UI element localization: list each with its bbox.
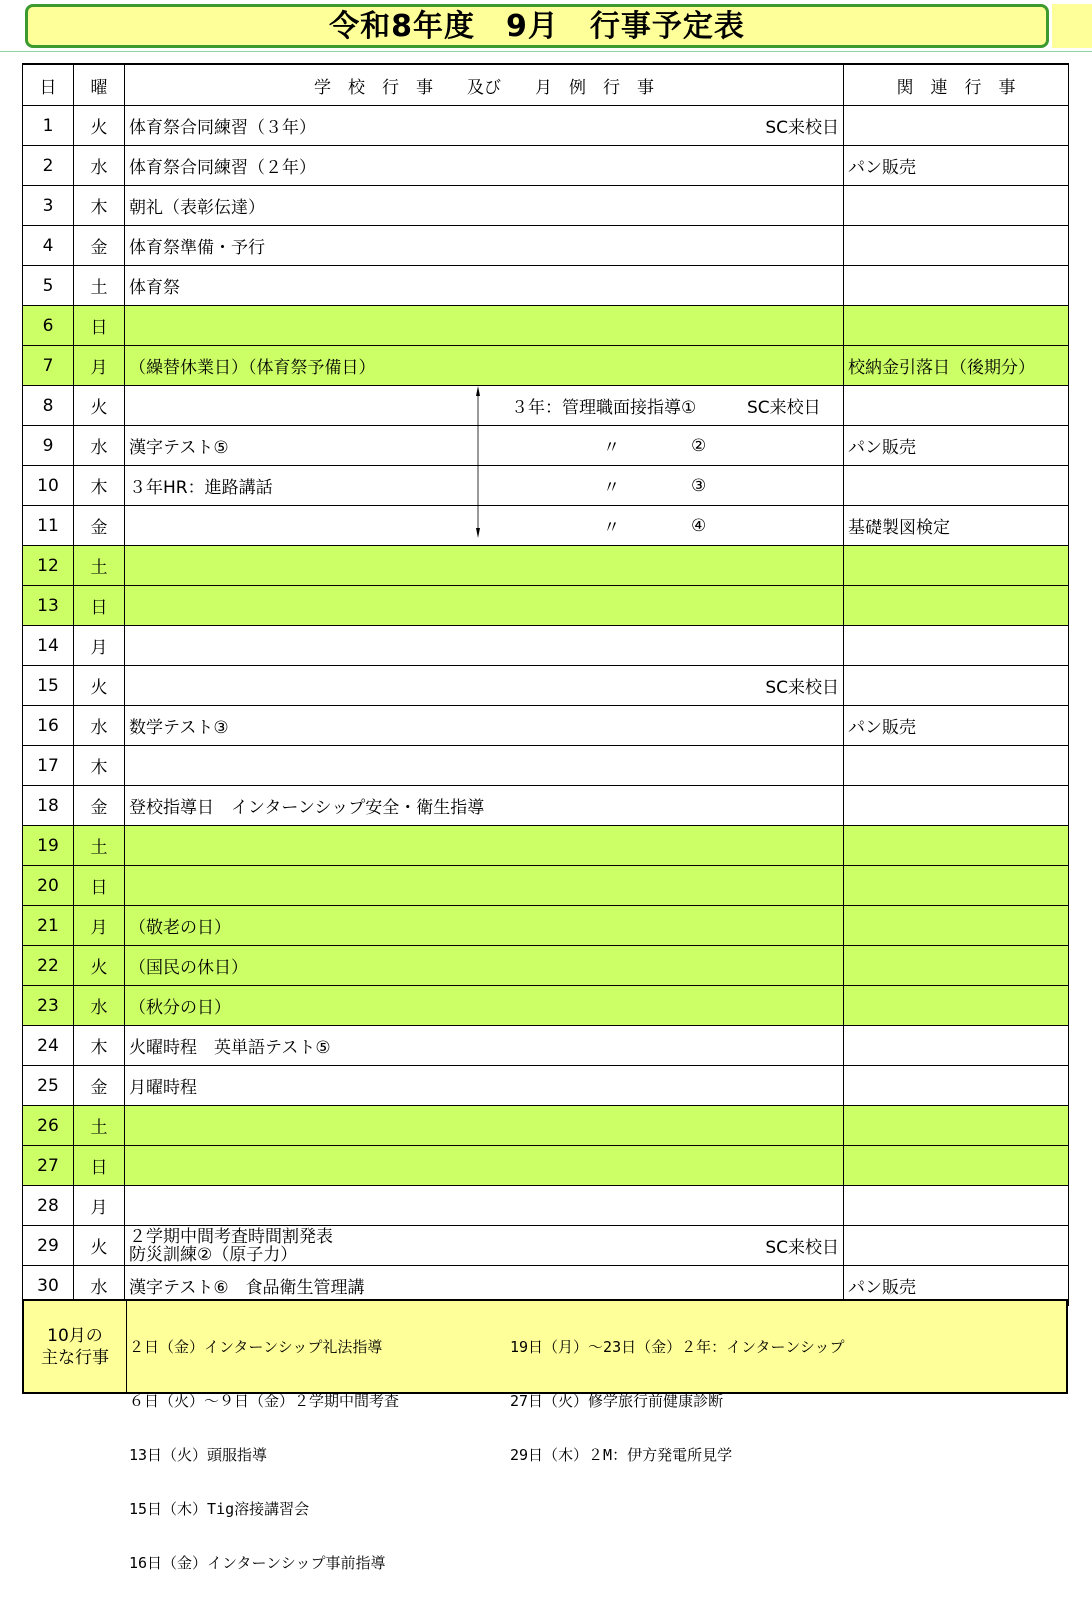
event-text: 体育祭合同練習（３年） [129,118,316,138]
related-text: パン販売 [848,1278,916,1298]
day-cell: 20 [23,866,74,906]
weekday-cell: 土 [74,546,125,586]
weekday-cell: 土 [74,826,125,866]
related-text [844,996,848,1016]
weekday-cell: 月 [74,1186,125,1226]
related-cell [844,1146,1069,1186]
table-row [23,346,1069,386]
event-text [129,1226,333,1265]
related-cell [844,906,1069,946]
related-cell [844,786,1069,826]
day-cell: 6 [23,306,74,346]
related-text [844,796,848,816]
title-right-fill [1052,4,1092,48]
table-row [23,946,1069,986]
day-cell: 18 [23,786,74,826]
weekday-cell: 月 [74,346,125,386]
event-cell [125,986,844,1026]
event-cell [125,306,844,346]
range-arrow [476,386,480,538]
related-text [844,756,848,776]
event-cell [125,386,844,426]
event-cell [125,186,844,226]
list-item: 29日（木）２M：伊方発電所見学 [510,1446,733,1464]
event-text: 体育祭準備・予行 [129,238,265,258]
day-cell: 2 [23,146,74,186]
day-cell: 1 [23,106,74,146]
related-text [844,116,848,136]
related-cell [844,106,1069,146]
weekday-cell: 日 [74,306,125,346]
event-cell [125,906,844,946]
event-cell [125,346,844,386]
weekday-cell: 火 [74,386,125,426]
event-cell [125,1226,844,1266]
weekday-cell: 水 [74,146,125,186]
weekday-cell: 火 [74,666,125,706]
event-cell [125,746,844,786]
table-header-row [23,64,1069,106]
table-row [23,1106,1069,1146]
table-row [23,1026,1069,1066]
event-cell [125,546,844,586]
day-cell: 27 [23,1146,74,1186]
event-text: 漢字テスト⑤ [129,438,229,458]
interview-note: ３年：管理職面接指導① [511,398,697,418]
ditto-mark: 〃 [603,438,620,458]
event-text: 数学テスト③ [129,718,229,738]
related-cell [844,546,1069,586]
related-cell [844,1106,1069,1146]
related-text [844,476,848,496]
table-row [23,266,1069,306]
related-cell [844,1226,1069,1266]
event-text: 体育祭 [129,278,180,298]
header-main: 学 校 行 事 及び 月 例 行 事 [125,64,844,106]
weekday-cell: 木 [74,746,125,786]
related-cell [844,506,1069,546]
event-cell [125,826,844,866]
table-row [23,306,1069,346]
related-cell [844,866,1069,906]
weekday-cell: 水 [74,706,125,746]
day-cell: 10 [23,466,74,506]
list-item: 15日（木）Tig溶接講習会 [129,1500,310,1518]
event-cell [125,506,844,546]
related-text [844,956,848,976]
day-cell: 13 [23,586,74,626]
event-text: 登校指導日 インターンシップ安全・衛生指導 [129,798,485,818]
related-cell [844,1066,1069,1106]
weekday-cell: 木 [74,466,125,506]
day-cell: 21 [23,906,74,946]
next-month-left-list [129,1302,399,1608]
event-text: 体育祭合同練習（２年） [129,158,316,178]
sc-visit-note: SC来校日 [765,1238,839,1258]
related-cell [844,1186,1069,1226]
event-cell [125,146,844,186]
related-cell [844,826,1069,866]
related-text [844,636,848,656]
day-cell: 25 [23,1066,74,1106]
table-row [23,826,1069,866]
table-row [23,626,1069,666]
table-row [23,866,1069,906]
day-cell: 4 [23,226,74,266]
next-month-label-line2: 主な行事 [41,1347,109,1368]
event-text: （繰替休業日）（体育祭予備日） [129,358,376,378]
related-text: 基礎製図検定 [848,518,950,538]
interview-number: ② [691,435,707,456]
table-row [23,386,1069,426]
related-text [844,1116,848,1136]
related-cell [844,346,1069,386]
weekday-cell: 木 [74,1026,125,1066]
interview-number: ③ [691,475,707,496]
page-title: 令和8年度 9月 行事予定表 [25,4,1049,48]
table-row [23,546,1069,586]
event-cell [125,946,844,986]
table-row [23,1226,1069,1266]
event-cell [125,706,844,746]
related-cell [844,986,1069,1026]
day-cell: 19 [23,826,74,866]
table-row [23,426,1069,466]
related-text [844,1036,848,1056]
event-text: （秋分の日） [129,998,231,1018]
event-cell [125,226,844,266]
schedule-table [22,63,1069,1306]
table-row [23,1146,1069,1186]
related-text: パン販売 [848,158,916,178]
related-cell [844,626,1069,666]
related-text [844,236,848,256]
event-cell [125,1186,844,1226]
related-cell [844,306,1069,346]
ditto-mark: 〃 [603,478,620,498]
event-text: 漢字テスト⑥ 食品衛生管理講 [129,1278,365,1298]
list-item: ６日（火）～９日（金）２学期中間考査 [129,1392,400,1410]
next-month-label-line1: 10月の [47,1325,103,1346]
day-cell: 15 [23,666,74,706]
related-text [844,596,848,616]
weekday-cell: 火 [74,106,125,146]
table-row [23,746,1069,786]
related-text: パン販売 [848,718,916,738]
related-cell [844,706,1069,746]
table-row [23,586,1069,626]
related-cell [844,586,1069,626]
day-cell: 9 [23,426,74,466]
related-text [844,1156,848,1176]
list-item: 13日（火）頭服指導 [129,1446,268,1464]
related-text [844,676,848,696]
list-item: 27日（火）修学旅行前健康診断 [510,1392,724,1410]
event-cell [125,626,844,666]
weekday-cell: 土 [74,1106,125,1146]
weekday-cell: 月 [74,906,125,946]
table-row [23,186,1069,226]
related-cell [844,466,1069,506]
table-row [23,786,1069,826]
related-text [844,876,848,896]
related-text [844,1236,848,1256]
title-rule [0,51,1092,52]
header-weekday: 曜 [74,64,125,106]
table-row [23,666,1069,706]
related-cell [844,1026,1069,1066]
interview-number: ④ [691,515,707,536]
event-cell [125,1146,844,1186]
day-cell: 5 [23,266,74,306]
sc-visit-note: SC来校日 [765,678,839,698]
related-cell [844,266,1069,306]
day-cell: 24 [23,1026,74,1066]
next-month-events [22,1299,1068,1572]
weekday-cell: 火 [74,1226,125,1266]
list-item: 19日（月）～23日（金）２年：インターンシップ [510,1338,845,1356]
related-cell [844,226,1069,266]
related-cell [844,186,1069,226]
event-text: 朝礼（表彰伝達） [129,198,265,218]
day-cell: 17 [23,746,74,786]
table-row [23,226,1069,266]
related-cell [844,746,1069,786]
event-text: 月曜時程 [129,1078,197,1098]
weekday-cell: 日 [74,1146,125,1186]
event-cell [125,266,844,306]
title-strip [0,0,1092,52]
day-cell: 11 [23,506,74,546]
table-row [23,706,1069,746]
related-text [844,836,848,856]
related-text [844,316,848,336]
event-text: ３年HR：進路講話 [129,478,273,498]
related-text [844,556,848,576]
weekday-cell: 金 [74,506,125,546]
event-cell [125,786,844,826]
day-cell: 30 [23,1266,74,1306]
weekday-cell: 日 [74,866,125,906]
next-month-right-list [510,1302,845,1500]
event-line: ２学期中間考査時間割発表 [129,1226,333,1247]
list-item: ２日（金）インターンシップ礼法指導 [129,1338,383,1356]
day-cell: 23 [23,986,74,1026]
header-day: 日 [23,64,74,106]
table-row [23,906,1069,946]
related-text: 校納金引落日（後期分） [848,358,1035,378]
sc-visit-note: SC来校日 [747,398,821,418]
weekday-cell: 金 [74,226,125,266]
related-text [844,1076,848,1096]
weekday-cell: 金 [74,786,125,826]
related-text [844,196,848,216]
day-cell: 16 [23,706,74,746]
event-line: 防災訓練②（原子力） [129,1244,298,1265]
related-cell [844,426,1069,466]
event-cell [125,586,844,626]
related-cell [844,146,1069,186]
day-cell: 22 [23,946,74,986]
related-text [844,396,848,416]
ditto-mark: 〃 [603,518,620,538]
related-text: パン販売 [848,438,916,458]
next-month-label [24,1301,127,1392]
event-text: 火曜時程 英単語テスト⑤ [129,1038,331,1058]
event-text: （敬老の日） [129,918,231,938]
day-cell: 26 [23,1106,74,1146]
day-cell: 12 [23,546,74,586]
day-cell: 14 [23,626,74,666]
table-row [23,986,1069,1026]
day-cell: 7 [23,346,74,386]
table-row [23,506,1069,546]
event-cell [125,426,844,466]
day-cell: 28 [23,1186,74,1226]
related-text [844,916,848,936]
event-cell [125,1106,844,1146]
event-text: （国民の休日） [129,958,248,978]
day-cell: 8 [23,386,74,426]
weekday-cell: 水 [74,426,125,466]
related-text [844,276,848,296]
list-item: 16日（金）インターンシップ事前指導 [129,1554,386,1572]
weekday-cell: 火 [74,946,125,986]
table-row [23,1186,1069,1226]
day-cell: 3 [23,186,74,226]
related-cell [844,946,1069,986]
weekday-cell: 金 [74,1066,125,1106]
event-cell [125,1066,844,1106]
header-related: 関 連 行 事 [844,64,1069,106]
table-row [23,106,1069,146]
table-row [23,466,1069,506]
event-cell [125,1026,844,1066]
table-row [23,1066,1069,1106]
weekday-cell: 土 [74,266,125,306]
event-cell [125,666,844,706]
table-row [23,146,1069,186]
weekday-cell: 日 [74,586,125,626]
sc-visit-note: SC来校日 [765,118,839,138]
day-cell: 29 [23,1226,74,1266]
related-cell [844,666,1069,706]
weekday-cell: 木 [74,186,125,226]
event-cell [125,466,844,506]
weekday-cell: 水 [74,986,125,1026]
event-cell [125,106,844,146]
event-cell [125,866,844,906]
related-cell [844,386,1069,426]
weekday-cell: 月 [74,626,125,666]
weekday-cell: 水 [74,1266,125,1306]
related-text [844,1196,848,1216]
